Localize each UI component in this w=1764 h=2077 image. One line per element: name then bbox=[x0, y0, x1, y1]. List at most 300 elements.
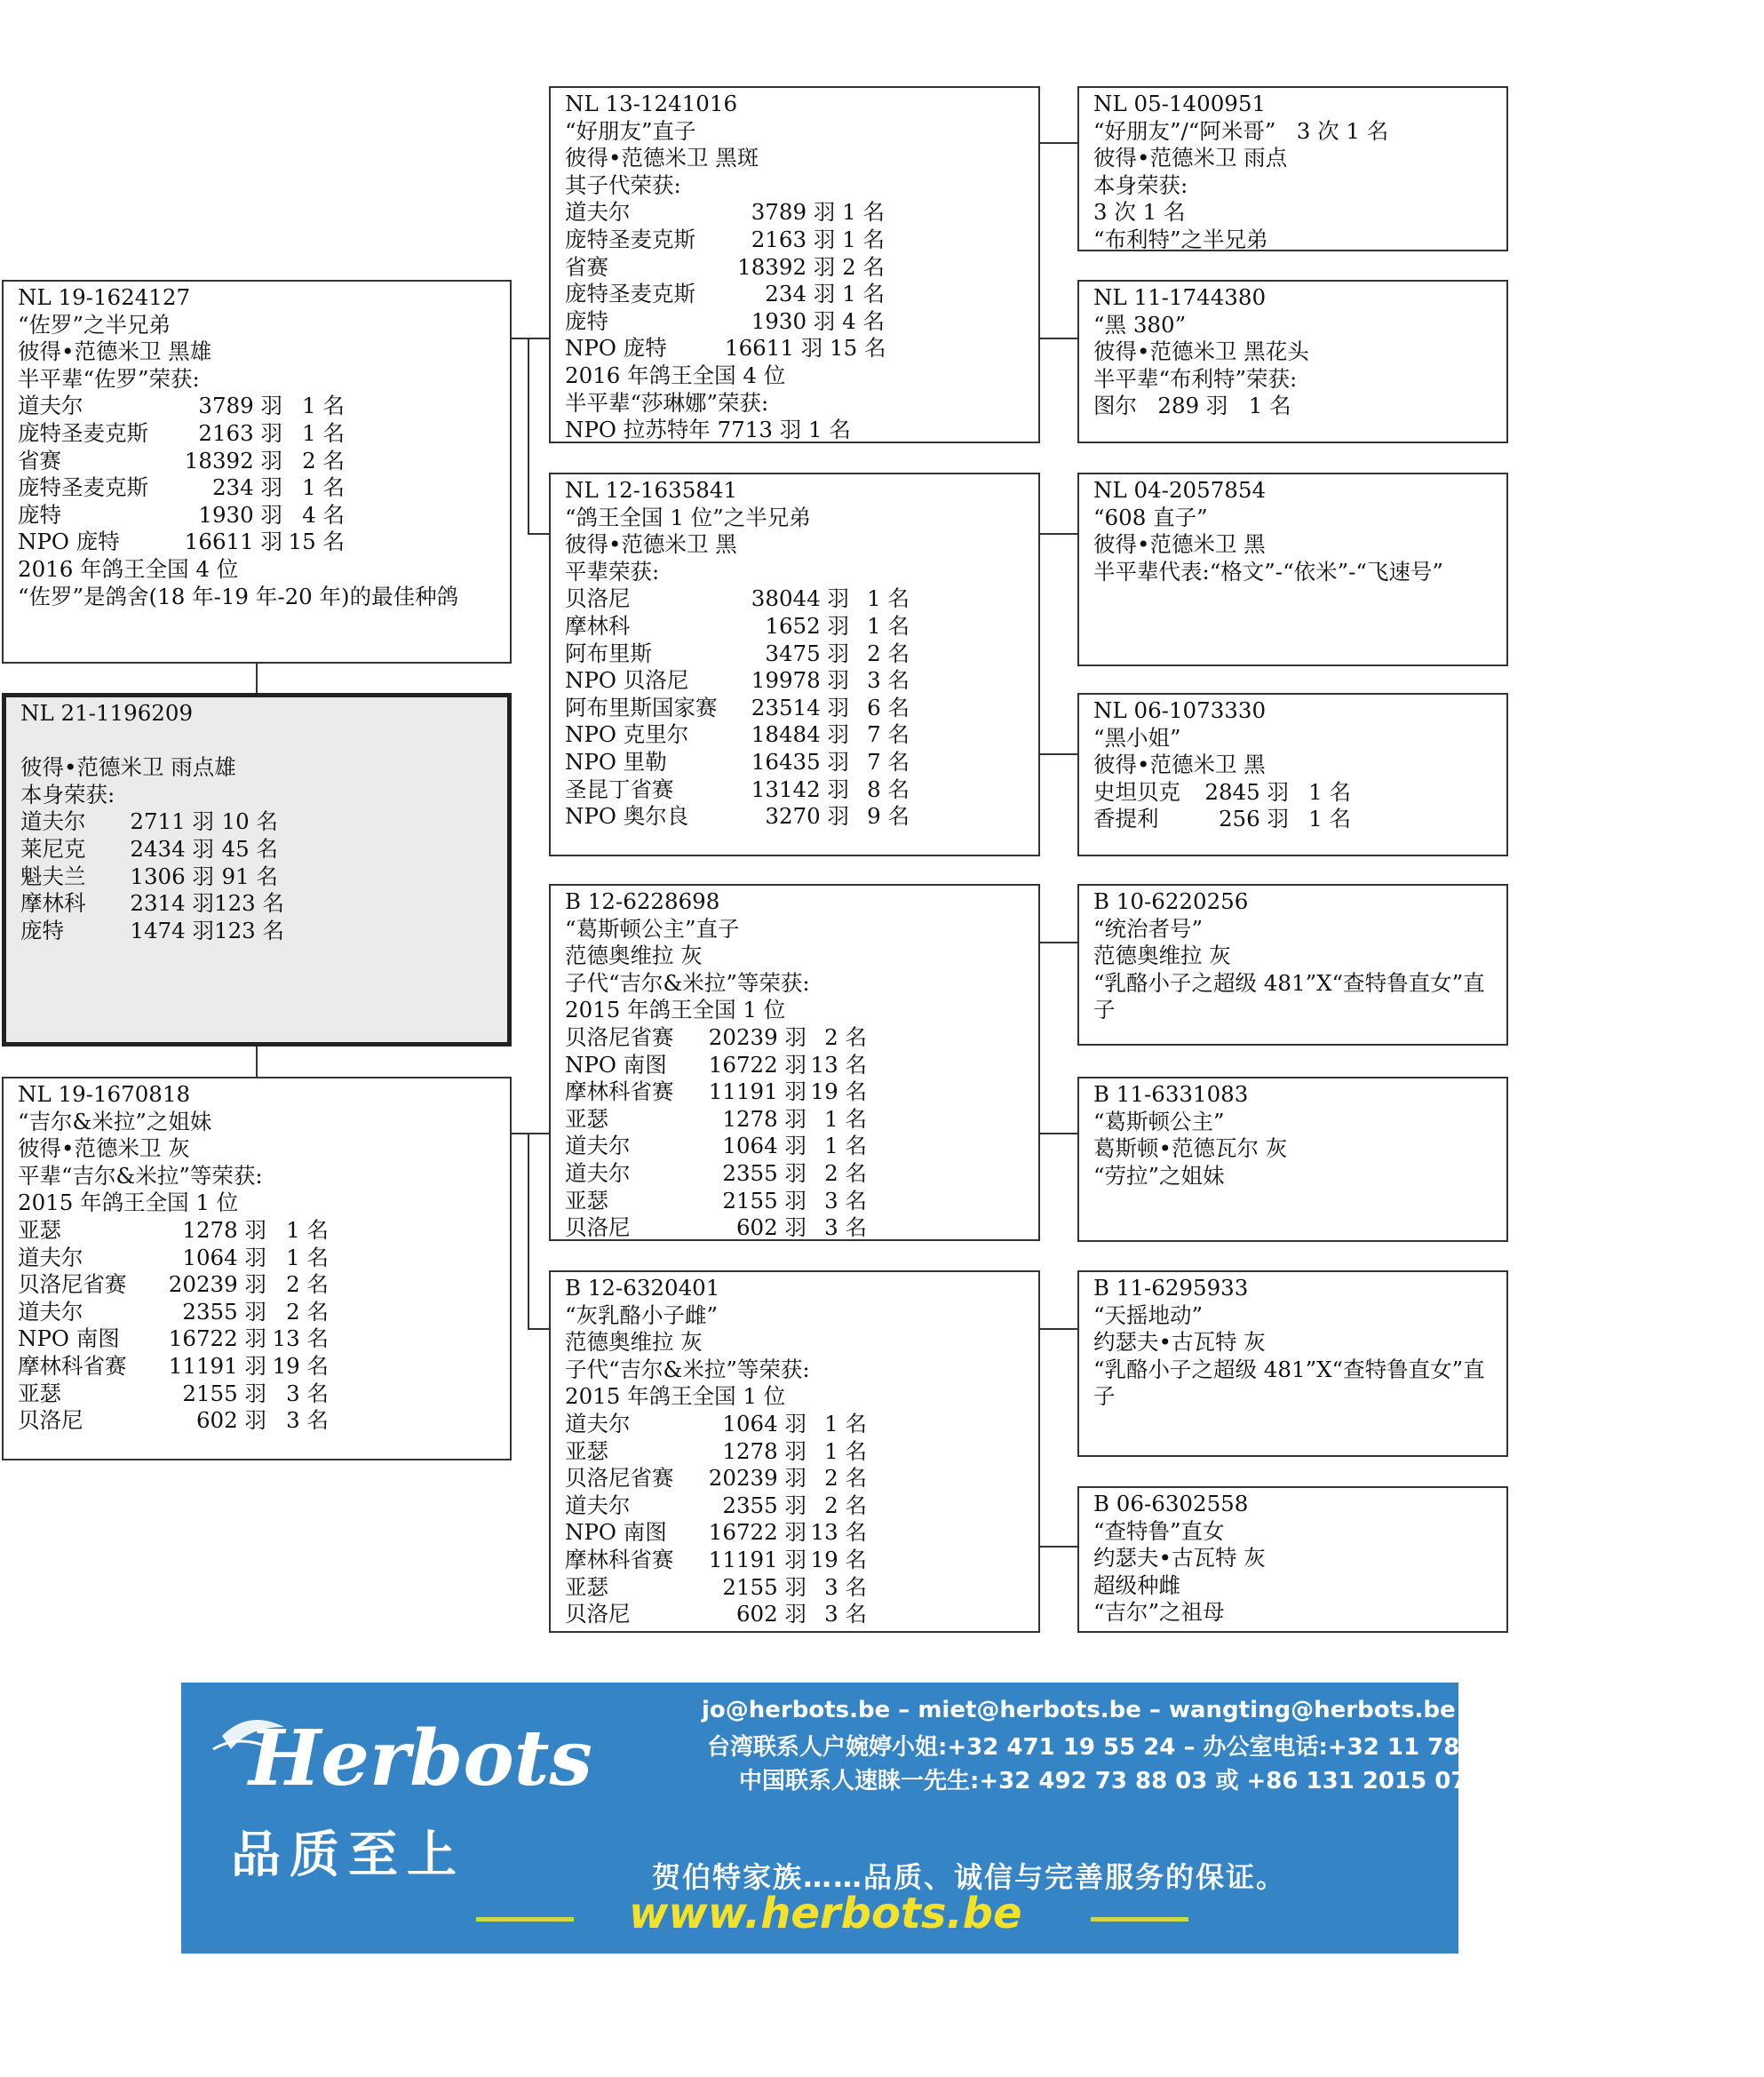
result-row bbox=[18, 1381, 501, 1408]
decorative-bar-right bbox=[1091, 1917, 1188, 1922]
ring-number: NL 06-1073330 bbox=[1093, 697, 1267, 723]
placing: 1 名 bbox=[286, 1244, 329, 1270]
race-name: 道夫尔 bbox=[565, 1410, 631, 1436]
bird-count: 1064 羽 bbox=[722, 1410, 807, 1436]
placing: 1 名 bbox=[1308, 806, 1351, 832]
placing: 2 名 bbox=[824, 1159, 867, 1186]
placing: 1 名 bbox=[824, 1133, 867, 1159]
result-row bbox=[18, 420, 501, 448]
connector-line bbox=[512, 338, 529, 339]
placing: 123 名 bbox=[214, 890, 285, 917]
bird-count: 13142 羽 bbox=[751, 776, 849, 802]
placing: 3 名 bbox=[824, 1214, 867, 1241]
result-row bbox=[565, 335, 1029, 362]
result-row bbox=[18, 393, 501, 420]
result-row bbox=[565, 1078, 1029, 1106]
connector-line bbox=[528, 338, 529, 535]
website-link[interactable]: www.herbots.be bbox=[629, 1889, 1022, 1938]
race-name: 亚瑟 bbox=[565, 1105, 608, 1132]
result-row bbox=[565, 1438, 1029, 1466]
pedigree-text-line: 彼得•范德米卫 灰 bbox=[18, 1135, 190, 1162]
race-name: 亚瑟 bbox=[18, 1216, 61, 1243]
pedigree-box-ddd bbox=[1077, 1486, 1508, 1633]
race-name: 阿布里斯国家赛 bbox=[565, 694, 718, 720]
placing: 123 名 bbox=[214, 917, 285, 943]
pedigree-text-line: 葛斯顿•范德瓦尔 灰 bbox=[1093, 1135, 1288, 1162]
pedigree-text-line: 2016 年鸽王全国 4 位 bbox=[565, 362, 786, 388]
placing: 19 名 bbox=[272, 1352, 329, 1379]
race-name: 史坦贝克 bbox=[1093, 778, 1180, 805]
bird-count: 20239 羽 bbox=[708, 1465, 807, 1492]
pedigree-text-line: “黑小姐” bbox=[1093, 724, 1181, 751]
bird-count: 2163 羽 bbox=[198, 419, 282, 446]
bird-count: 11191 羽 bbox=[708, 1546, 807, 1572]
result-row bbox=[20, 808, 498, 836]
bird-count: 3270 羽 bbox=[765, 803, 849, 830]
placing: 15 名 bbox=[288, 529, 345, 555]
pedigree-text-line: 2015 年鸽王全国 1 位 bbox=[18, 1190, 239, 1216]
connector-line bbox=[1040, 1133, 1077, 1134]
ring-number: NL 21-1196209 bbox=[20, 700, 194, 726]
pedigree-text-line: “葛斯顿公主” bbox=[1093, 1108, 1225, 1134]
pedigree-text-line: 超级种雌 bbox=[1093, 1572, 1180, 1598]
placing: 2 名 bbox=[824, 1492, 867, 1518]
race-name: 莱尼克 bbox=[20, 835, 86, 862]
result-row bbox=[565, 585, 1029, 613]
pedigree-text-line: “灰乳酪小子雌” bbox=[565, 1301, 719, 1328]
result-row bbox=[565, 613, 1029, 641]
result-row bbox=[565, 1133, 1029, 1160]
placing: 3 名 bbox=[824, 1601, 867, 1627]
placing: 2 名 bbox=[286, 1298, 329, 1325]
result-row bbox=[565, 1214, 1029, 1242]
race-name: 道夫尔 bbox=[18, 1244, 83, 1270]
race-name: 道夫尔 bbox=[18, 393, 83, 419]
race-name: NPO 庞特 bbox=[18, 529, 120, 555]
ring-number: NL 19-1670818 bbox=[18, 1081, 191, 1107]
result-row bbox=[565, 308, 1029, 336]
placing: 19 名 bbox=[810, 1546, 867, 1572]
race-name: 省赛 bbox=[565, 253, 608, 280]
result-row bbox=[565, 254, 1029, 282]
placing: 45 名 bbox=[221, 835, 278, 862]
race-name: NPO 南图 bbox=[565, 1519, 667, 1546]
pedigree-text-line: “布利特”之半兄弟 bbox=[1093, 226, 1268, 252]
race-name: 道夫尔 bbox=[565, 1133, 631, 1159]
result-row bbox=[1093, 779, 1498, 807]
bird-count: 2711 羽 bbox=[130, 808, 214, 835]
ring-number: B 06-6302558 bbox=[1093, 1491, 1249, 1516]
race-name: 摩林科省赛 bbox=[18, 1352, 127, 1379]
race-name: NPO 奥尔良 bbox=[565, 803, 689, 830]
bird-count: 1930 羽 bbox=[198, 501, 282, 528]
bird-count: 2355 羽 bbox=[182, 1298, 266, 1325]
race-name: 道夫尔 bbox=[565, 1492, 631, 1518]
pedigree-box-sire-sire bbox=[549, 86, 1040, 443]
result-row bbox=[18, 1353, 501, 1381]
placing: 1 名 bbox=[286, 1216, 329, 1243]
result-row bbox=[565, 695, 1029, 722]
bird-count: 602 羽 bbox=[735, 1601, 807, 1627]
pedigree-text-line: “查特鲁”直女 bbox=[1093, 1517, 1225, 1544]
pedigree-text-line: 范德奥维拉 灰 bbox=[565, 1329, 703, 1356]
ring-number: B 11-6331083 bbox=[1093, 1081, 1249, 1107]
pedigree-box-dsd bbox=[1077, 1077, 1508, 1242]
bird-count: 16722 羽 bbox=[708, 1051, 807, 1078]
pedigree-text-line: “佐罗”是鸽舍(18 年-19 年-20 年)的最佳种鸽 bbox=[18, 583, 459, 609]
placing: 8 名 bbox=[867, 776, 910, 802]
result-row bbox=[565, 1547, 1029, 1574]
bird-count: 234 羽 1 名 bbox=[765, 281, 885, 307]
race-name: 庞特圣麦克斯 bbox=[565, 226, 695, 252]
placing: 10 名 bbox=[221, 808, 278, 835]
race-name: 贝洛尼省赛 bbox=[565, 1023, 674, 1050]
race-name: 庞特圣麦克斯 bbox=[18, 474, 148, 501]
pedigree-box-dam-sire bbox=[549, 884, 1040, 1241]
placing: 13 名 bbox=[810, 1051, 867, 1078]
race-name: NPO 南图 bbox=[18, 1325, 120, 1352]
placing: 3 名 bbox=[824, 1573, 867, 1600]
result-row bbox=[18, 1245, 501, 1272]
pedigree-text-line: 2015 年鸽王全国 1 位 bbox=[565, 1383, 786, 1410]
result-row bbox=[1093, 806, 1498, 833]
pedigree-box-dam-dam bbox=[549, 1270, 1040, 1633]
placing: 2 名 bbox=[286, 1271, 329, 1298]
placing: 1 名 bbox=[867, 585, 910, 612]
pedigree-box-dam bbox=[2, 1077, 512, 1460]
placing: 9 名 bbox=[867, 803, 910, 830]
bird-count: 18392 羽 2 名 bbox=[737, 253, 885, 280]
result-row bbox=[18, 1407, 501, 1435]
race-name: NPO 庞特 bbox=[565, 335, 667, 362]
ring-number: B 10-6220256 bbox=[1093, 888, 1249, 914]
connector-line bbox=[512, 1133, 529, 1134]
bird-count: 1306 羽 bbox=[130, 863, 214, 889]
placing: 13 名 bbox=[810, 1519, 867, 1546]
connector-line bbox=[1040, 753, 1077, 755]
placing: 1 名 bbox=[867, 612, 910, 639]
contact-emails: jo@herbots.be – miet@herbots.be – wangting@herbots.be - pieterjan@herbots.be bbox=[702, 1697, 1764, 1723]
bird-count: 11191 羽 bbox=[168, 1352, 266, 1379]
result-row bbox=[18, 502, 501, 529]
pedigree-text-line bbox=[20, 728, 498, 755]
race-name: NPO 克里尔 bbox=[565, 721, 689, 748]
pedigree-box-sire bbox=[2, 280, 512, 664]
bird-count: 1930 羽 4 名 bbox=[751, 307, 885, 334]
result-row bbox=[18, 1217, 501, 1245]
placing: 1 名 bbox=[824, 1105, 867, 1132]
placing: 1 名 bbox=[302, 474, 345, 501]
race-name: 道夫尔 bbox=[565, 199, 631, 226]
slogan: 品质至上 bbox=[231, 1826, 465, 1884]
bird-count: 16722 羽 bbox=[168, 1325, 266, 1352]
pedigree-box-dds bbox=[1077, 1270, 1508, 1457]
herbots-banner bbox=[181, 1683, 1764, 1954]
connector-line bbox=[528, 1133, 529, 1330]
bird-count: 2355 羽 bbox=[722, 1492, 807, 1518]
result-row bbox=[20, 890, 498, 918]
bird-count: 1278 羽 bbox=[182, 1216, 266, 1243]
result-row bbox=[565, 1188, 1029, 1215]
pedigree-text-line: “劳拉”之姐妹 bbox=[1093, 1162, 1225, 1189]
contact-china: 中国联系人速睐一先生:+32 492 73 88 03 或 +86 131 2015 0755 bbox=[739, 1768, 1499, 1794]
bird-count: 18392 羽 bbox=[184, 447, 282, 473]
race-name: 摩林科省赛 bbox=[565, 1078, 674, 1105]
pedigree-text-line: 子代“吉尔&米拉”等荣获: bbox=[565, 1356, 810, 1382]
connector-line bbox=[528, 533, 549, 535]
pedigree-text-line: “608 直子” bbox=[1093, 504, 1208, 530]
pedigree-text-line: 范德奥维拉 灰 bbox=[1093, 943, 1231, 969]
pedigree-text-line: 范德奥维拉 灰 bbox=[565, 943, 703, 969]
pedigree-text-line: 3 次 1 名 bbox=[1093, 199, 1186, 226]
bird-count: 1278 羽 bbox=[722, 1437, 807, 1464]
bird-count: 3789 羽 1 名 bbox=[751, 199, 885, 226]
placing: 7 名 bbox=[867, 721, 910, 748]
placing: 91 名 bbox=[221, 863, 278, 889]
ring-number: NL 19-1624127 bbox=[18, 284, 191, 310]
result-row bbox=[565, 1024, 1029, 1052]
bird-count: 23514 羽 bbox=[751, 694, 849, 720]
pedigree-text-line: 2015 年鸽王全国 1 位 bbox=[565, 997, 786, 1023]
pedigree-text-line: 彼得•范德米卫 黑 bbox=[1093, 752, 1266, 778]
result-row bbox=[565, 1519, 1029, 1547]
placing: 1 名 bbox=[302, 393, 345, 419]
pedigree-text-line: 其子代荣获: bbox=[565, 171, 681, 198]
pedigree-box-sss bbox=[1077, 86, 1508, 251]
pedigree-text-line: “佐罗”之半兄弟 bbox=[18, 311, 171, 338]
pedigree-text-line: “黑 380” bbox=[1093, 311, 1187, 338]
pedigree-text-line: “天摇地动” bbox=[1093, 1301, 1204, 1328]
race-name: 摩林科省赛 bbox=[565, 1546, 674, 1572]
connector-line bbox=[1040, 533, 1077, 535]
result-row bbox=[565, 1601, 1029, 1628]
connector-line bbox=[528, 1133, 549, 1134]
pedigree-box-sds bbox=[1077, 473, 1508, 666]
result-row bbox=[565, 641, 1029, 668]
placing: 6 名 bbox=[867, 694, 910, 720]
placing: 2 名 bbox=[867, 640, 910, 666]
race-name: 贝洛尼 bbox=[565, 585, 631, 612]
bird-count: 20239 羽 bbox=[708, 1023, 807, 1050]
pedigree-text-line: 半平辈“莎琳娜”荣获: bbox=[565, 389, 769, 416]
race-name: 庞特圣麦克斯 bbox=[565, 281, 695, 307]
pedigree-text-line: 本身荣获: bbox=[20, 781, 115, 808]
result-row bbox=[565, 1106, 1029, 1134]
pedigree-text-line: 约瑟夫•古瓦特 灰 bbox=[1093, 1329, 1266, 1356]
connector-line bbox=[1040, 1546, 1077, 1548]
pedigree-box-ssd bbox=[1077, 280, 1508, 443]
ring-number: NL 05-1400951 bbox=[1093, 91, 1267, 116]
result-row bbox=[18, 1325, 501, 1353]
bird-count: 16611 羽 15 名 bbox=[725, 335, 886, 362]
bird-count: 3475 羽 bbox=[765, 640, 849, 666]
ring-number: B 12-6320401 bbox=[565, 1275, 720, 1301]
pedigree-text-line: “葛斯顿公主”直子 bbox=[565, 915, 740, 942]
result-row bbox=[565, 199, 1029, 227]
pedigree-box-sdd bbox=[1077, 693, 1508, 856]
bird-count: 1278 羽 bbox=[722, 1105, 807, 1132]
race-name: 亚瑟 bbox=[18, 1380, 61, 1406]
pedigree-text-line: 2016 年鸽王全国 4 位 bbox=[18, 555, 239, 582]
result-row bbox=[20, 863, 498, 891]
ring-number: B 12-6228698 bbox=[565, 888, 720, 914]
pedigree-text-line: “吉尔&米拉”之姐妹 bbox=[18, 1108, 212, 1134]
result-row bbox=[20, 918, 498, 945]
ring-number: NL 13-1241016 bbox=[565, 91, 738, 116]
race-name: 贝洛尼省赛 bbox=[18, 1271, 127, 1298]
pedigree-text-line: 彼得•范德米卫 黑 bbox=[1093, 531, 1266, 558]
race-name: 庞特 bbox=[565, 307, 608, 334]
pedigree-box-dss bbox=[1077, 884, 1508, 1046]
placing: 3 名 bbox=[286, 1380, 329, 1406]
bird-count: 16611 羽 bbox=[184, 529, 282, 555]
pedigree-text-line: 彼得•范德米卫 黑斑 bbox=[565, 145, 759, 171]
bird-count: 16722 羽 bbox=[708, 1519, 807, 1546]
result-row bbox=[565, 1052, 1029, 1079]
decorative-bar-left bbox=[476, 1917, 574, 1922]
ring-number: NL 11-1744380 bbox=[1093, 284, 1267, 310]
race-name: NPO 贝洛尼 bbox=[565, 667, 689, 694]
connector-line bbox=[256, 664, 258, 693]
result-row bbox=[18, 448, 501, 475]
placing: 1 名 bbox=[1308, 778, 1351, 805]
ring-number: B 11-6295933 bbox=[1093, 1275, 1249, 1301]
result-row bbox=[20, 836, 498, 863]
placing: 1 名 bbox=[824, 1410, 867, 1436]
bird-count: 1652 羽 bbox=[765, 612, 849, 639]
bird-count: 18484 羽 bbox=[751, 721, 849, 748]
result-row bbox=[565, 667, 1029, 695]
pedigree-text-line: 图尔 289 羽 1 名 bbox=[1093, 393, 1291, 419]
race-name: 亚瑟 bbox=[565, 1187, 608, 1214]
result-row bbox=[18, 529, 501, 556]
placing: 19 名 bbox=[810, 1078, 867, 1105]
bird-count: 2314 羽 bbox=[130, 890, 214, 917]
race-name: 香提利 bbox=[1093, 806, 1159, 832]
pedigree-text-line: “统治者号” bbox=[1093, 915, 1204, 942]
race-name: 道夫尔 bbox=[565, 1159, 631, 1186]
bird-count: 2163 羽 1 名 bbox=[751, 226, 885, 252]
result-row bbox=[565, 776, 1029, 804]
pedigree-box-sire-dam bbox=[549, 473, 1040, 856]
pedigree-text-line: 平辈荣获: bbox=[565, 558, 660, 585]
race-name: 摩林科 bbox=[565, 612, 631, 639]
race-name: 庞特 bbox=[18, 501, 61, 528]
race-name: 阿布里斯 bbox=[565, 640, 652, 666]
race-name: 贝洛尼省赛 bbox=[565, 1465, 674, 1492]
placing: 2 名 bbox=[302, 447, 345, 473]
placing: 1 名 bbox=[824, 1437, 867, 1464]
placing: 2 名 bbox=[824, 1023, 867, 1050]
pedigree-text-line: 半平辈代表:“格文”-“依米”-“飞速号” bbox=[1093, 558, 1443, 585]
connector-line bbox=[1040, 338, 1077, 339]
race-name: 道夫尔 bbox=[18, 1298, 83, 1325]
result-row bbox=[18, 1271, 501, 1299]
race-name: 亚瑟 bbox=[565, 1437, 608, 1464]
placing: 7 名 bbox=[867, 748, 910, 775]
bird-count: 256 羽 bbox=[1218, 806, 1289, 832]
pedigree-text-line: 子代“吉尔&米拉”等荣获: bbox=[565, 969, 810, 996]
placing: 3 名 bbox=[824, 1187, 867, 1214]
bird-count: 1064 羽 bbox=[722, 1133, 807, 1159]
result-row bbox=[565, 749, 1029, 776]
bird-count: 1064 羽 bbox=[182, 1244, 266, 1270]
placing: 3 名 bbox=[286, 1407, 329, 1434]
connector-line bbox=[1040, 1328, 1077, 1330]
bird-count: 2155 羽 bbox=[722, 1187, 807, 1214]
pedigree-text-line: 本身荣获: bbox=[1093, 171, 1188, 198]
race-name: 道夫尔 bbox=[20, 808, 86, 835]
race-name: NPO 里勒 bbox=[565, 748, 667, 775]
placing: 3 名 bbox=[867, 667, 910, 694]
pedigree-text-line: 彼得•范德米卫 黑花头 bbox=[1093, 338, 1309, 365]
contact-taiwan: 台湾联系人户婉婷小姐:+32 471 19 55 24 – 办公室电话:+32 11 78 91 90 bbox=[707, 1734, 1540, 1761]
race-name: 庞特 bbox=[20, 917, 64, 943]
bird-count: 2155 羽 bbox=[182, 1380, 266, 1406]
placing: 4 名 bbox=[302, 501, 345, 528]
pedigree-box-subject bbox=[2, 693, 512, 1046]
pedigree-text-line: 半平辈“布利特”荣获: bbox=[1093, 365, 1298, 392]
pedigree-text-line: “吉尔”之祖母 bbox=[1093, 1599, 1225, 1626]
result-row bbox=[565, 1574, 1029, 1602]
connector-line bbox=[1040, 142, 1077, 144]
bird-count: 3789 羽 bbox=[198, 393, 282, 419]
ring-number: NL 04-2057854 bbox=[1093, 477, 1267, 503]
ring-number: NL 12-1635841 bbox=[565, 477, 738, 503]
pedigree-text-line: 约瑟夫•古瓦特 灰 bbox=[1093, 1545, 1266, 1572]
pedigree-text-line: 彼得•范德米卫 黑 bbox=[565, 531, 737, 558]
placing: 2 名 bbox=[824, 1465, 867, 1492]
placing: 13 名 bbox=[272, 1325, 329, 1352]
race-name: 贝洛尼 bbox=[565, 1601, 631, 1627]
pedigree-text-line: 彼得•范德米卫 雨点雄 bbox=[20, 754, 236, 781]
pedigree-text-line: 半平辈“佐罗”荣获: bbox=[18, 365, 200, 392]
connector-line bbox=[256, 1046, 258, 1077]
race-name: 圣昆丁省赛 bbox=[565, 776, 674, 802]
pedigree-text-line: 平辈“吉尔&米拉”等荣获: bbox=[18, 1162, 263, 1189]
pedigree-text-line: 彼得•范德米卫 黑雄 bbox=[18, 338, 212, 365]
pedigree-text-line: “鸽王全国 1 位”之半兄弟 bbox=[565, 504, 811, 530]
pedigree-text-line: “乳酪小子之超级 481”X“查特鲁直女”直子 bbox=[1093, 969, 1485, 1023]
pedigree-text-line: 彼得•范德米卫 雨点 bbox=[1093, 145, 1288, 171]
connector-line bbox=[528, 1328, 549, 1330]
bird-count: 19978 羽 bbox=[751, 667, 849, 694]
pedigree-text-line: “好朋友”/“阿米哥” 3 次 1 名 bbox=[1093, 117, 1389, 144]
race-name: 庞特圣麦克斯 bbox=[18, 419, 148, 446]
result-row bbox=[565, 803, 1029, 831]
result-row bbox=[565, 1465, 1029, 1492]
bird-count: 1474 羽 bbox=[130, 917, 214, 943]
bird-count: 602 羽 bbox=[195, 1407, 266, 1434]
pedigree-text-line: “乳酪小子之超级 481”X“查特鲁直女”直子 bbox=[1093, 1356, 1485, 1410]
race-name: 省赛 bbox=[18, 447, 61, 473]
bird-count: 38044 羽 bbox=[751, 585, 849, 612]
pedigree-text-line: NPO 拉苏特年 7713 羽 1 名 bbox=[565, 417, 851, 443]
result-row bbox=[565, 227, 1029, 254]
result-row bbox=[18, 474, 501, 502]
pedigree-text-line: “好朋友”直子 bbox=[565, 117, 696, 144]
bird-count: 602 羽 bbox=[735, 1214, 807, 1241]
result-row bbox=[565, 1492, 1029, 1520]
race-name: NPO 南图 bbox=[565, 1051, 667, 1078]
race-name: 贝洛尼 bbox=[565, 1214, 631, 1241]
bird-count: 2434 羽 bbox=[130, 835, 214, 862]
race-name: 贝洛尼 bbox=[18, 1407, 83, 1434]
bird-count: 16435 羽 bbox=[751, 748, 849, 775]
bird-count: 2845 羽 bbox=[1204, 778, 1289, 805]
race-name: 魁夫兰 bbox=[20, 863, 86, 889]
bird-count: 234 羽 bbox=[211, 474, 282, 501]
